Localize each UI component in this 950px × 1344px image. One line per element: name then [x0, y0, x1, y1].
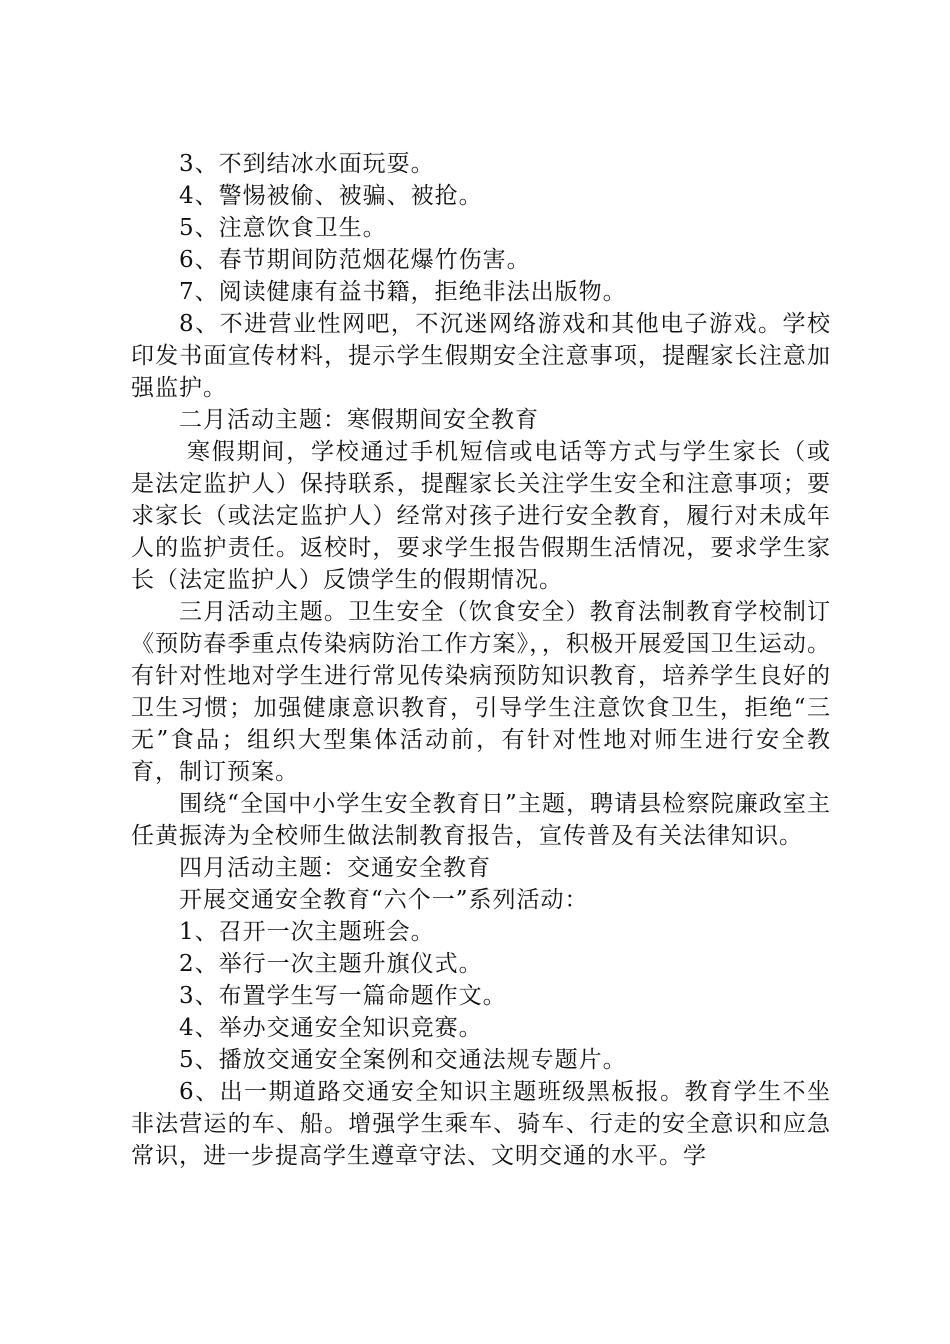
paragraph: 5、注意饮食卫生。 [179, 215, 387, 241]
list-item: 1、召开一次主题班会。 [179, 919, 435, 945]
list-item: 5、播放交通安全案例和交通法规专题片。 [179, 1047, 627, 1073]
paragraph: 3、不到结冰水面玩耍。 [179, 151, 435, 177]
list-item: 2、举行一次主题升旗仪式。 [179, 951, 483, 977]
list-item: 4、举办交通安全知识竞赛。 [179, 1015, 483, 1041]
paragraph: 8、不进营业性网吧，不沉迷网络游戏和其他电子游戏。学校印发书面宣传材料，提示学生假期安全注意事项，提醒家长注意加强监护。 [131, 311, 831, 401]
paragraph: 开展交通安全教育“六个一”系列活动： [179, 887, 589, 913]
paragraph: 三月活动主题。卫生安全（饮食安全）教育法制教育学校制订《预防春季重点传染病防治工作方案》，，积极开展爱国卫生运动。有针对性地对学生进行常见传染病预防知识教育，培养学生良好的卫生习惯；加强健康意识教育，引导学生注意饮食卫生，拒绝“三无”食品；组织大型集体活动前，有针对性地对师生进行安全教育，制订预案。 [131, 599, 831, 785]
paragraph: 7、阅读健康有益书籍，拒绝非法出版物。 [179, 279, 627, 305]
paragraph: 6、春节期间防范烟花爆竹伤害。 [179, 247, 531, 273]
paragraph: 寒假期间，学校通过手机短信或电话等方式与学生家长（或是法定监护人）保持联系，提醒家长关注学生安全和注意事项；要求家长（或法定监护人）经常对孩子进行安全教育，履行对未成年人的监护责任。返校时，要求学生报告假期生活情况，要求学生家长（法定监护人）反馈学生的假期情况。 [131, 439, 831, 593]
list-item: 3、布置学生写一篇命题作文。 [179, 983, 507, 1009]
paragraph: 围绕“全国中小学生安全教育日”主题，聘请县检察院廉政室主任黄振涛为全校师生做法制教育报告，宣传普及有关法律知识。 [131, 791, 831, 849]
paragraph: 4、警惕被偷、被骗、被抢。 [179, 183, 483, 209]
section-heading: 二月活动主题：寒假期间安全教育 [179, 407, 539, 433]
section-heading: 四月活动主题：交通安全教育 [179, 855, 491, 881]
list-item: 6、出一期道路交通安全知识主题班级黑板报。教育学生不坐非法营运的车、船。增强学生乘车、骑车、行走的安全意识和应急常识，进一步提高学生遵章守法、文明交通的水平。学 [131, 1079, 831, 1169]
document-body [131, 148, 831, 1172]
